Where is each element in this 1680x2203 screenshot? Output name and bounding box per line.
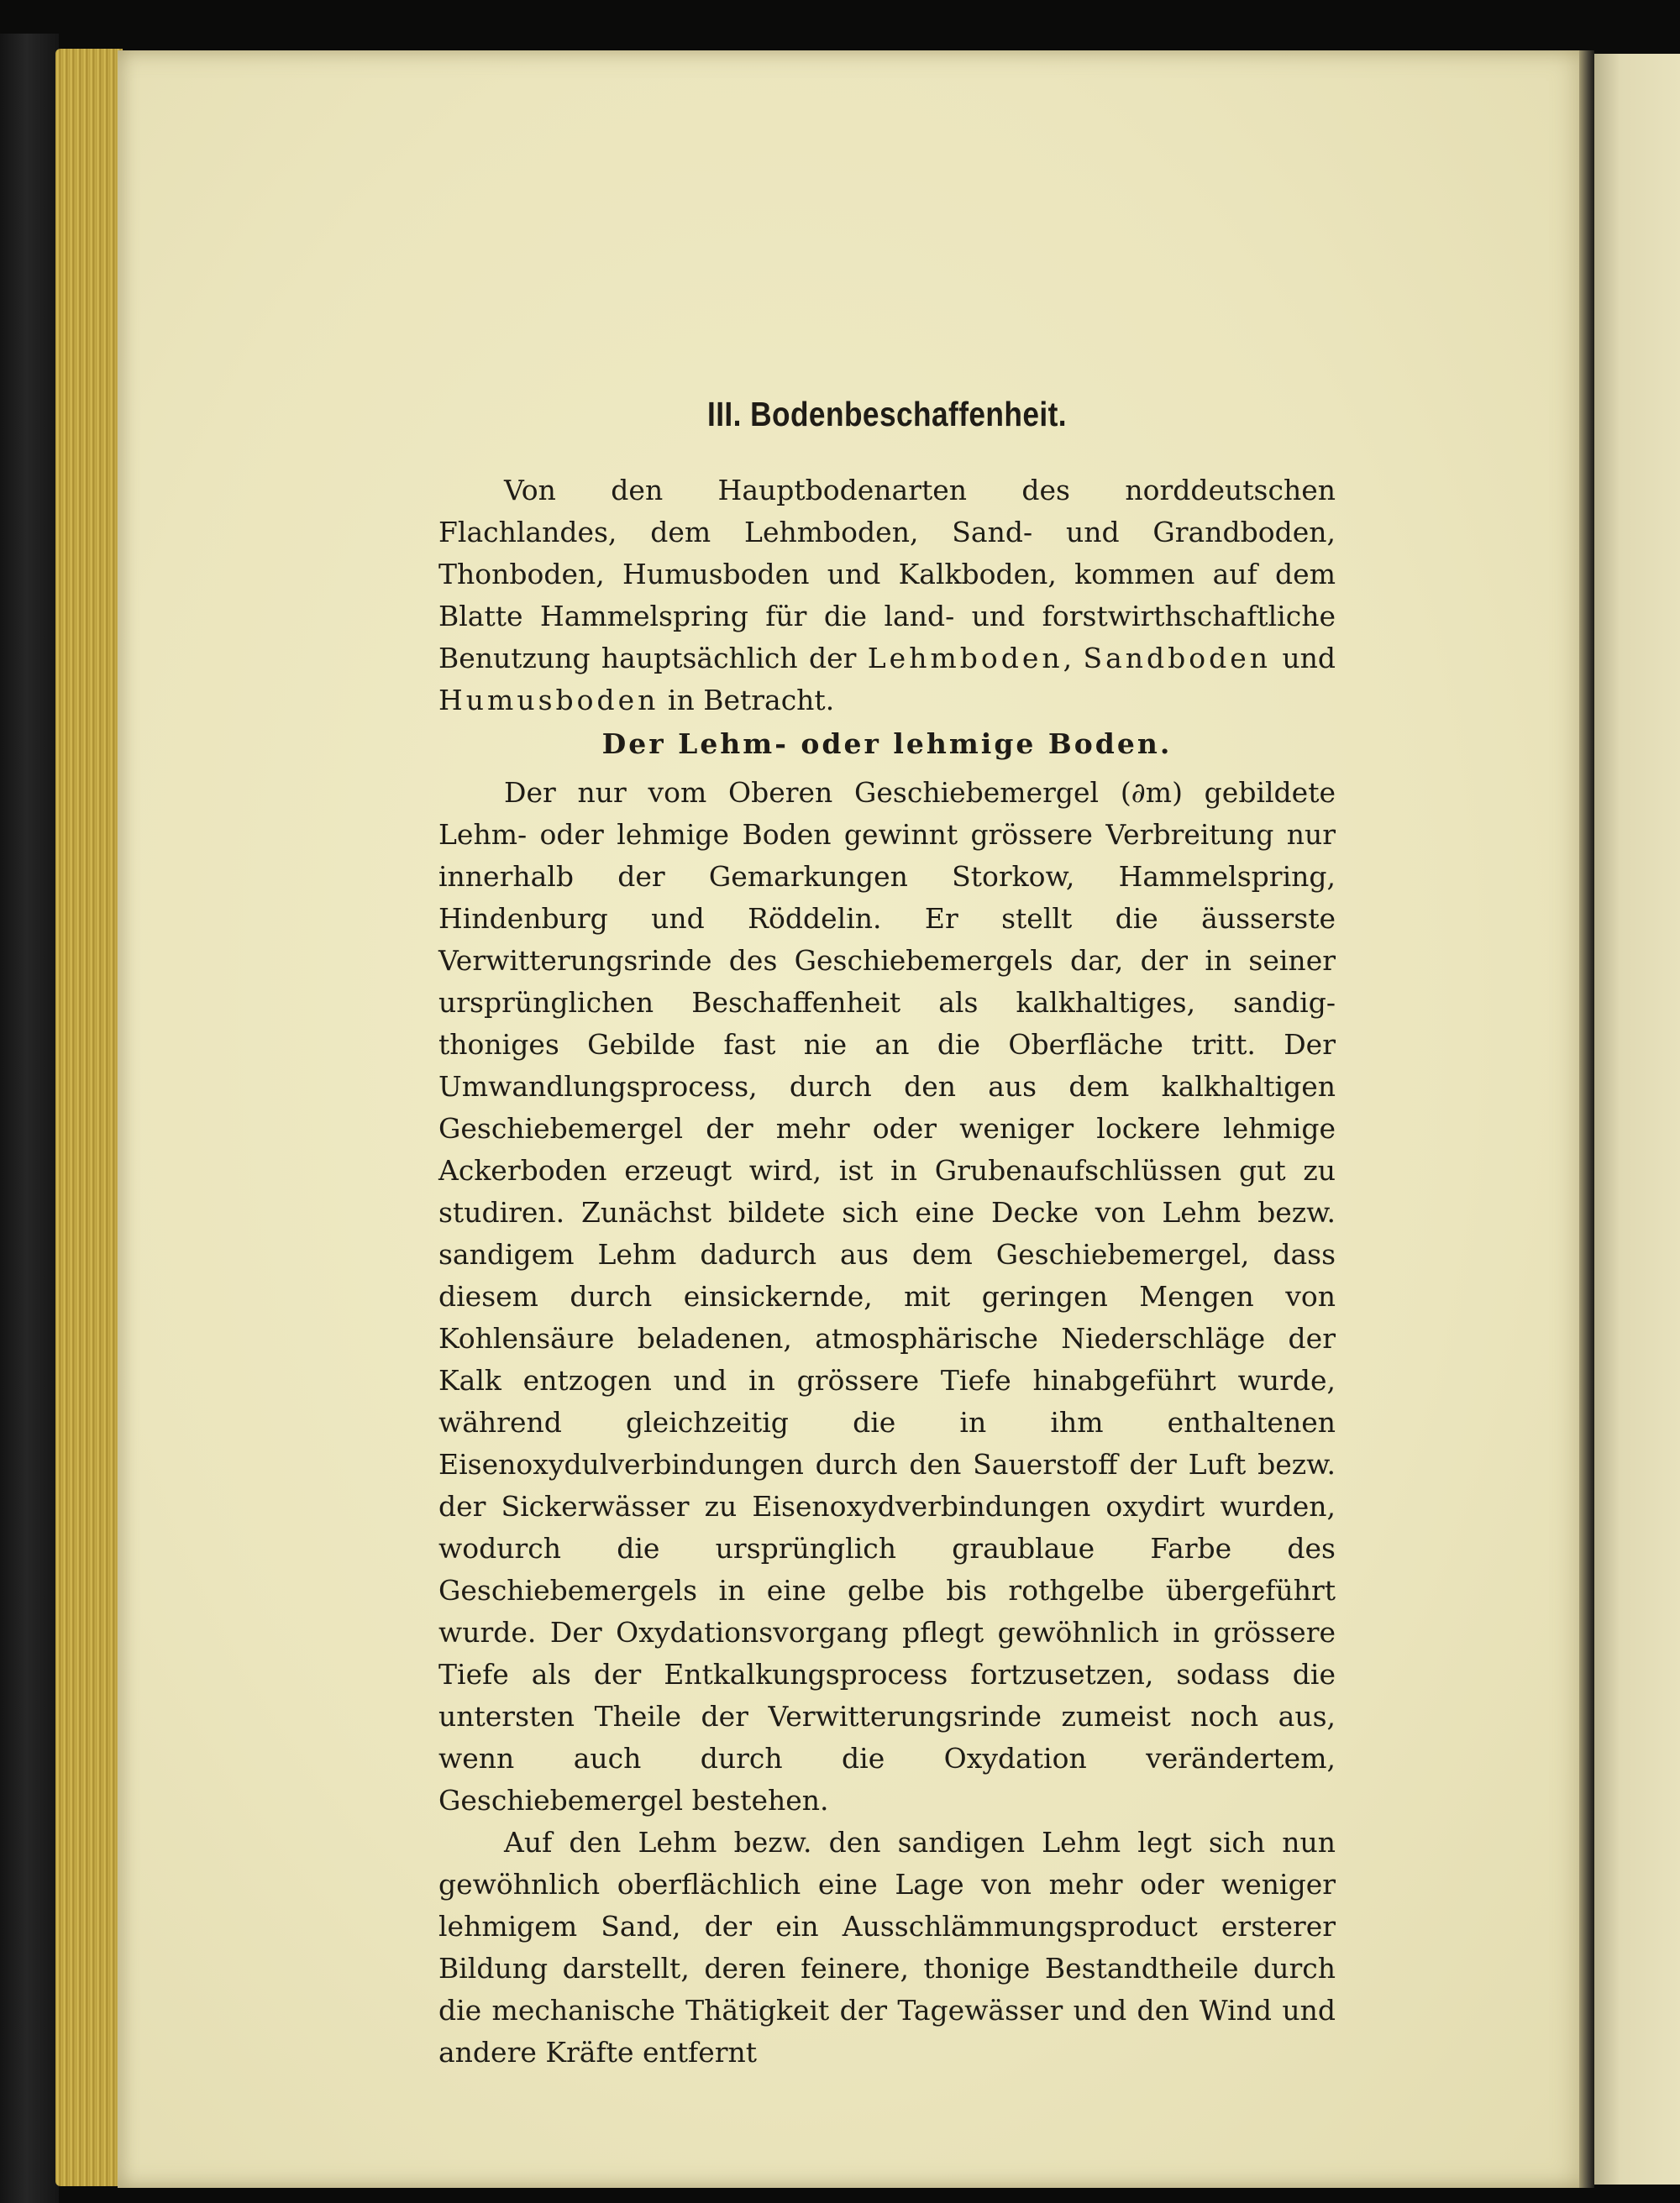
next-page-edge <box>1594 54 1680 2185</box>
term-humusboden: Humusboden <box>438 684 659 716</box>
body-paragraph-lehm: Der nur vom Oberen Geschiebemergel (∂m) gebildete Lehm- oder lehmige Boden gewinnt grössere Verbreitung nur innerhalb der Gemarkungen Storkow, Hammelspring, Hindenburg und Röddelin. Er stellt die äusserste Verwitterungsrinde des Geschiebemergels dar, der in seiner ursprünglichen Beschaffenheit als kalkhaltiges, sandig-thoniges Gebilde fast nie an die Oberfläche tritt. Der Umwandlungsprocess, durch den aus dem kalkhaltigen Geschiebemergel der mehr oder weniger lockere lehmige Ackerboden erzeugt wird, ist in Grubenaufschlüssen gut zu studiren. Zunächst bildete sich eine Decke von Lehm bezw. sandigem Lehm dadurch aus dem Geschiebemergel, dass diesem durch einsickernde, mit geringen Mengen von Kohlensäure beladenen, atmosphärische Niederschläge der Kalk entzogen und in grössere Tiefe hinabgeführt wurde, während gleichzeitig die in ihm enthaltenen Eisenoxydulverbindungen durch den Sauerstoff der Luft bezw. der Sickerwässer zu Eisenoxydverbindungen oxydirt wurden, wodurch die ursprünglich graublaue Farbe des Geschiebemergels in eine gelbe bis rothgelbe übergeführt wurde. Der Oxydationsvorgang pflegt gewöhnlich in grössere Tiefe als der Entkalkungsprocess fortzusetzen, sodass die untersten Theile der Verwitterungsrinde zumeist noch aus, wenn auch durch die Oxydation verändertem, Geschiebemergel bestehen. <box>438 776 1336 1817</box>
section-heading: III. Bodenbeschaffenheit. <box>706 395 1068 433</box>
page-content <box>438 395 1336 2074</box>
intro-text-3: und <box>1271 642 1336 674</box>
book-cover-edge <box>0 34 59 2203</box>
intro-text-4: in Betracht. <box>659 684 835 716</box>
body-paragraph-sand: Auf den Lehm bezw. den sandigen Lehm legt sich nun gewöhnlich oberflächlich eine Lage von mehr oder weniger lehmigem Sand, der ein Ausschlämmungsproduct ersterer Bildung darstellt, deren feinere, thonige Bestandtheile durch die mechanische Thätigkeit der Tagewässer und den Wind und andere Kräfte entfernt <box>438 1826 1336 2069</box>
subsection-heading: Der Lehm- oder lehmige Boden. <box>601 727 1173 760</box>
intro-text-2: , <box>1063 642 1084 674</box>
intro-text-1: Von den Hauptbodenarten des norddeutschen Flachlandes, dem Lehmboden, Sand- und Grandboden, Thonboden, Humusboden und Kalkboden, kommen auf dem Blatte Hammelspring für die land- und forstwirthschaftliche Benutzung hauptsächlich der <box>438 474 1336 674</box>
page-edges <box>55 49 123 2186</box>
book-gutter <box>1579 50 1594 2188</box>
term-lehmboden: Lehmboden <box>867 642 1063 674</box>
intro-paragraph <box>438 469 1336 721</box>
term-sandboden: Sandboden <box>1083 642 1272 674</box>
